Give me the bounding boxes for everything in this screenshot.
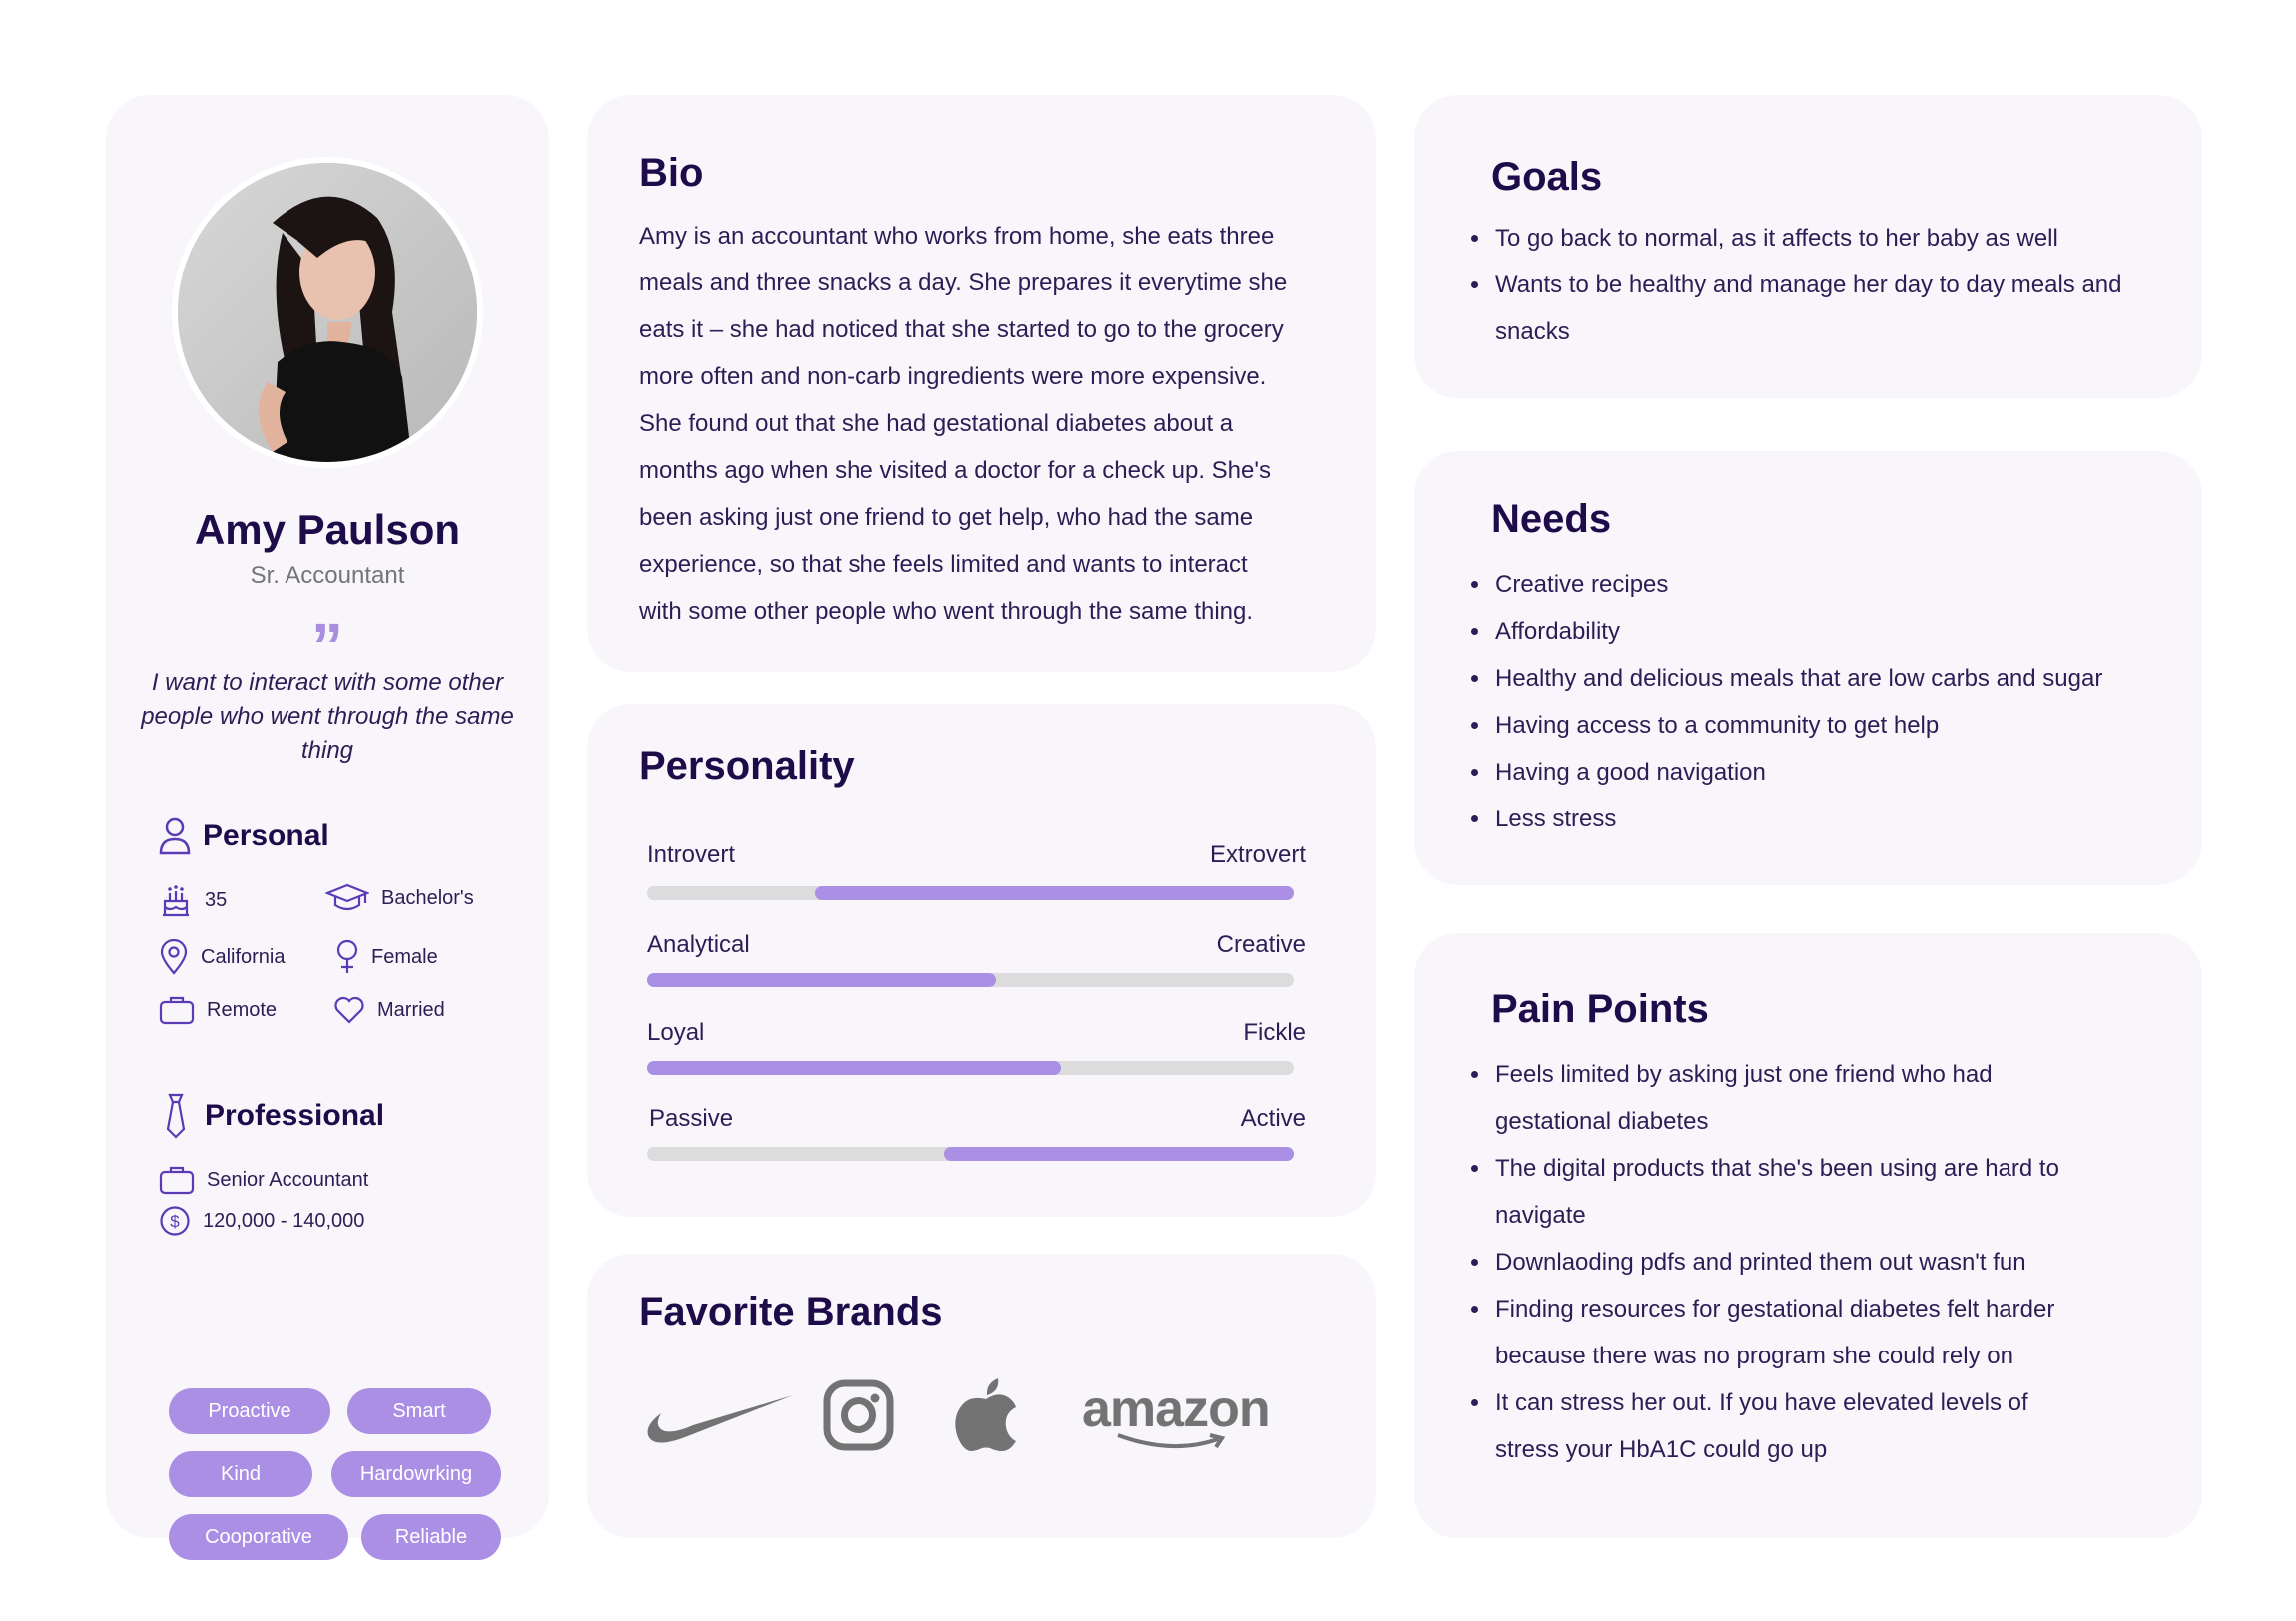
trait-track — [647, 1061, 1294, 1075]
nike-logo-icon — [645, 1391, 795, 1451]
bio-text — [639, 213, 1358, 635]
amazon-logo — [1082, 1380, 1270, 1451]
bio-line: months ago when she visited a doctor for a check up. She's — [639, 457, 1271, 484]
goals-card — [1414, 95, 2202, 398]
avatar-photo — [178, 163, 477, 462]
list-item: Affordability — [1471, 608, 2190, 655]
svg-text:$: $ — [170, 1212, 180, 1231]
attr-work — [159, 995, 277, 1025]
attr-education — [325, 883, 474, 913]
persona-name: Amy Paulson — [194, 506, 461, 553]
tag-smart: Smart — [347, 1388, 491, 1434]
amazon-wordmark: amazon — [1082, 1380, 1270, 1438]
trait-right-label: Fickle — [1243, 1019, 1306, 1046]
goals-title: Goals — [1491, 155, 1603, 199]
persona-role: Sr. Accountant — [250, 562, 405, 589]
tag-hardworking: Hardowrking — [331, 1451, 501, 1497]
briefcase-icon — [159, 1165, 195, 1195]
attr-age — [159, 883, 227, 917]
bio-line: meals and three snacks a day. She prepares it everytime she — [639, 270, 1288, 296]
brands-card — [587, 1254, 1376, 1538]
bio-line: with some other people who went through the same thing. — [639, 598, 1254, 625]
pain-points-list — [1471, 1051, 2090, 1473]
list-item: Downlaoding pdfs and printed them out wasn't fun — [1471, 1239, 2090, 1286]
trait-left-label: Loyal — [647, 1019, 705, 1046]
professional-heading — [163, 1093, 384, 1139]
female-icon — [335, 939, 359, 975]
age-value: 35 — [205, 888, 228, 911]
bio-title: Bio — [639, 151, 704, 195]
tag-kind: Kind — [169, 1451, 312, 1497]
personality-card — [587, 704, 1376, 1217]
cake-icon — [159, 883, 193, 917]
list-item: The digital products that she's been using are hard to navigate — [1471, 1145, 2090, 1239]
attr-salary — [159, 1205, 364, 1237]
graduation-cap-icon — [325, 883, 369, 913]
location-value: California — [201, 945, 286, 968]
heart-icon — [333, 995, 365, 1025]
list-item: Finding resources for gestational diabetes felt harder because there was no program she could rely on — [1471, 1286, 2090, 1379]
pain-points-card — [1414, 933, 2202, 1538]
persona-quote: I want to interact with some other people who went through the same thing — [141, 669, 514, 764]
needs-card — [1414, 451, 2202, 885]
trait-track — [647, 886, 1294, 900]
job-value: Senior Accountant — [207, 1168, 369, 1191]
attr-gender — [335, 939, 438, 975]
list-item: To go back to normal, as it affects to her baby as well — [1471, 215, 2150, 262]
bio-line: She found out that she had gestational diabetes about a — [639, 410, 1234, 437]
list-item: Healthy and delicious meals that are low carbs and sugar — [1471, 655, 2190, 702]
status-value: Married — [377, 998, 445, 1021]
professional-title: Professional — [205, 1099, 385, 1132]
bio-line: Amy is an accountant who works from home, she eats three — [639, 223, 1275, 250]
bio-line: more often and non-carb ingredients were more expensive. — [639, 363, 1267, 390]
trait-right-label: Creative — [1216, 931, 1306, 958]
needs-list — [1471, 561, 2190, 842]
list-item: Less stress — [1471, 796, 2190, 842]
personality-title: Personality — [639, 744, 855, 788]
attr-job — [159, 1165, 368, 1195]
trait-left-label: Introvert — [647, 841, 736, 868]
list-item: Wants to be healthy and manage her day to day meals and snacks — [1471, 262, 2150, 355]
apple-logo-icon — [954, 1377, 1018, 1453]
trait-fill — [944, 1147, 1294, 1161]
list-item: It can stress her out. If you have elevated levels of stress your HbA1C could go up — [1471, 1379, 2090, 1473]
trait-fill — [647, 973, 996, 987]
personal-heading — [159, 817, 329, 855]
pain-points-title: Pain Points — [1491, 987, 1709, 1031]
goals-list — [1471, 215, 2150, 355]
tag-proactive: Proactive — [169, 1388, 330, 1434]
needs-title: Needs — [1491, 497, 1612, 541]
trait-right-label: Active — [1240, 1105, 1306, 1132]
profile-card — [106, 95, 549, 1548]
work-value: Remote — [207, 998, 278, 1021]
list-item: Having a good navigation — [1471, 749, 2190, 796]
trait-fill — [647, 1061, 1061, 1075]
trait-track — [647, 973, 1294, 987]
tie-icon — [163, 1093, 189, 1139]
person-icon — [159, 817, 191, 855]
list-item: Creative recipes — [1471, 561, 2190, 608]
trait-track — [647, 1147, 1294, 1161]
list-item: Feels limited by asking just one friend who had gestational diabetes — [1471, 1051, 2090, 1145]
tag-reliable: Reliable — [361, 1514, 501, 1560]
education-value: Bachelor's — [381, 886, 474, 909]
personal-title: Personal — [203, 819, 329, 852]
quote-icon: ” — [311, 610, 343, 682]
salary-value: 120,000 - 140,000 — [203, 1209, 365, 1232]
instagram-logo-icon — [823, 1379, 894, 1451]
briefcase-icon — [159, 995, 195, 1025]
bio-line: been asking just one friend to get help, who had the same — [639, 504, 1254, 531]
gender-value: Female — [371, 945, 438, 968]
trait-right-label: Extrovert — [1209, 841, 1306, 868]
dollar-icon — [159, 1205, 191, 1237]
list-item: Having access to a community to get help — [1471, 702, 2190, 749]
bio-card — [587, 95, 1376, 672]
bio-line: eats it – she had noticed that she started to go to the grocery — [639, 316, 1284, 343]
brands-title: Favorite Brands — [639, 1290, 943, 1334]
bio-line: experience, so that she feels limited and wants to interact — [639, 551, 1248, 578]
attr-location — [159, 939, 285, 975]
trait-fill — [815, 886, 1294, 900]
attr-status — [333, 995, 445, 1025]
tag-cooperative: Cooporative — [169, 1514, 348, 1560]
avatar — [172, 157, 483, 468]
location-pin-icon — [159, 939, 189, 975]
trait-left-label: Passive — [649, 1105, 734, 1132]
trait-left-label: Analytical — [647, 931, 750, 958]
